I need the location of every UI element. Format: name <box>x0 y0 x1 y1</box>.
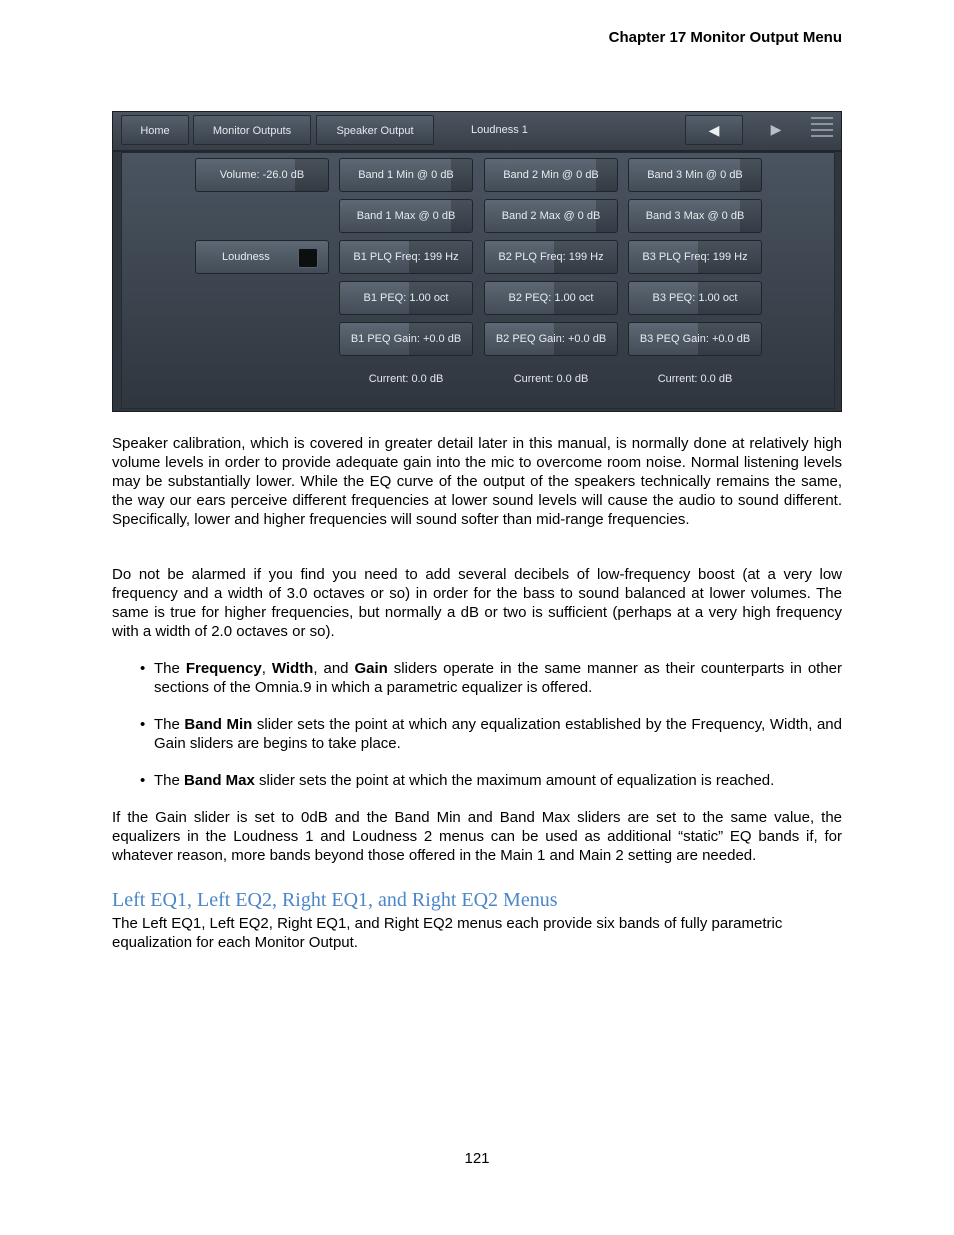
band2-current-readout: Current: 0.0 dB <box>513 373 589 385</box>
band1-freq-slider[interactable]: B1 PLQ Freq: 199 Hz <box>339 240 473 274</box>
paragraph-calibration: Speaker calibration, which is covered in greater detail later in this manual, is normally done at relatively high volume levels in order to provide adequate gain into the mic to overcome room noise. Normal listening levels may be substantially lower. While the EQ curve of the output of the speakers technically remains the same, the way our ears perceive different frequencies at lower sound levels will cause the audio to sound different. Specifically, lower and higher frequencies will sound softer than mid-range frequencies. <box>112 435 842 528</box>
band3-current-readout: Current: 0.0 dB <box>657 373 733 385</box>
band2-freq-slider[interactable]: B2 PLQ Freq: 199 Hz <box>484 240 618 274</box>
home-button[interactable]: Home <box>121 115 189 145</box>
left-triangle-icon: ◀ <box>708 122 720 138</box>
page-number: 121 <box>464 1150 490 1167</box>
band2-min-slider[interactable]: Band 2 Min @ 0 dB <box>484 158 618 192</box>
band1-current-readout: Current: 0.0 dB <box>368 373 444 385</box>
navigation-bar <box>113 112 841 152</box>
band1-gain-slider[interactable]: B1 PEQ Gain: +0.0 dB <box>339 322 473 356</box>
bullet-band-max: • The Band Max slider sets the point at which the maximum amount of equalization is reached. <box>140 772 775 789</box>
forward-button[interactable] <box>747 115 805 145</box>
paragraph-low-frequency: Do not be alarmed if you find you need to add several decibels of low-frequency boost (at a very low frequency and a width of 3.0 octaves or so) in order for the bass to sound balanced at lower volumes. The same is true for higher frequencies, but normally a dB or two is sufficient (perhaps at a very high frequency with a width of 2.0 octaves or so). <box>112 566 842 640</box>
loudness-toggle[interactable] <box>195 240 329 274</box>
loudness-panel <box>121 152 835 409</box>
paragraph-gain-static-eq: If the Gain slider is set to 0dB and the Band Min and Band Max sliders are set to the same value, the equalizers in the Loudness 1 and Loudness 2 menus can be used as additional “static” EQ bands if, for whatever reason, more bands beyond those offered in the Main 1 and Main 2 setting are needed. <box>112 809 842 864</box>
loudness-screenshot <box>112 111 842 412</box>
band3-freq-slider[interactable]: B3 PLQ Freq: 199 Hz <box>628 240 762 274</box>
band2-width-slider[interactable]: B2 PEQ: 1.00 oct <box>484 281 618 315</box>
loudness-checkbox[interactable] <box>298 248 318 268</box>
bullet-frequency-width-gain: • The Frequency, Width, and Gain sliders operate in the same manner as their counterparts in other sections of the Omnia.9 in which a parametric equalizer is offered. <box>140 660 843 696</box>
band3-min-slider[interactable]: Band 3 Min @ 0 dB <box>628 158 762 192</box>
section-heading: Left EQ1, Left EQ2, Right EQ1, and Right EQ2 Menus <box>112 889 558 911</box>
band3-max-slider[interactable]: Band 3 Max @ 0 dB <box>628 199 762 233</box>
band1-min-slider[interactable]: Band 1 Min @ 0 dB <box>339 158 473 192</box>
current-menu-label: Loudness 1 <box>471 124 528 136</box>
band1-max-slider[interactable]: Band 1 Max @ 0 dB <box>339 199 473 233</box>
volume-slider[interactable] <box>195 158 329 192</box>
chapter-header: Chapter 17 Monitor Output Menu <box>608 29 842 46</box>
band1-width-slider[interactable]: B1 PEQ: 1.00 oct <box>339 281 473 315</box>
monitor-outputs-button[interactable]: Monitor Outputs <box>193 115 311 145</box>
hamburger-icon[interactable] <box>811 117 833 143</box>
paragraph-eq-menus: The Left EQ1, Left EQ2, Right EQ1, and Right EQ2 menus each provide six bands of fully parametric equalization for each Monitor Output. <box>112 915 783 951</box>
band2-gain-slider[interactable]: B2 PEQ Gain: +0.0 dB <box>484 322 618 356</box>
bullet-band-min: • The Band Min slider sets the point at which any equalization established by the Frequency, Width, and Gain sliders are begins to take place. <box>140 716 842 752</box>
band3-width-slider[interactable]: B3 PEQ: 1.00 oct <box>628 281 762 315</box>
volume-label: Volume: -26.0 dB <box>219 169 305 181</box>
band2-max-slider[interactable]: Band 2 Max @ 0 dB <box>484 199 618 233</box>
speaker-output-button[interactable]: Speaker Output <box>316 115 434 145</box>
right-triangle-icon: ▶ <box>770 121 782 137</box>
band3-gain-slider[interactable]: B3 PEQ Gain: +0.0 dB <box>628 322 762 356</box>
back-button[interactable] <box>685 115 743 145</box>
loudness-label: Loudness <box>222 251 270 263</box>
